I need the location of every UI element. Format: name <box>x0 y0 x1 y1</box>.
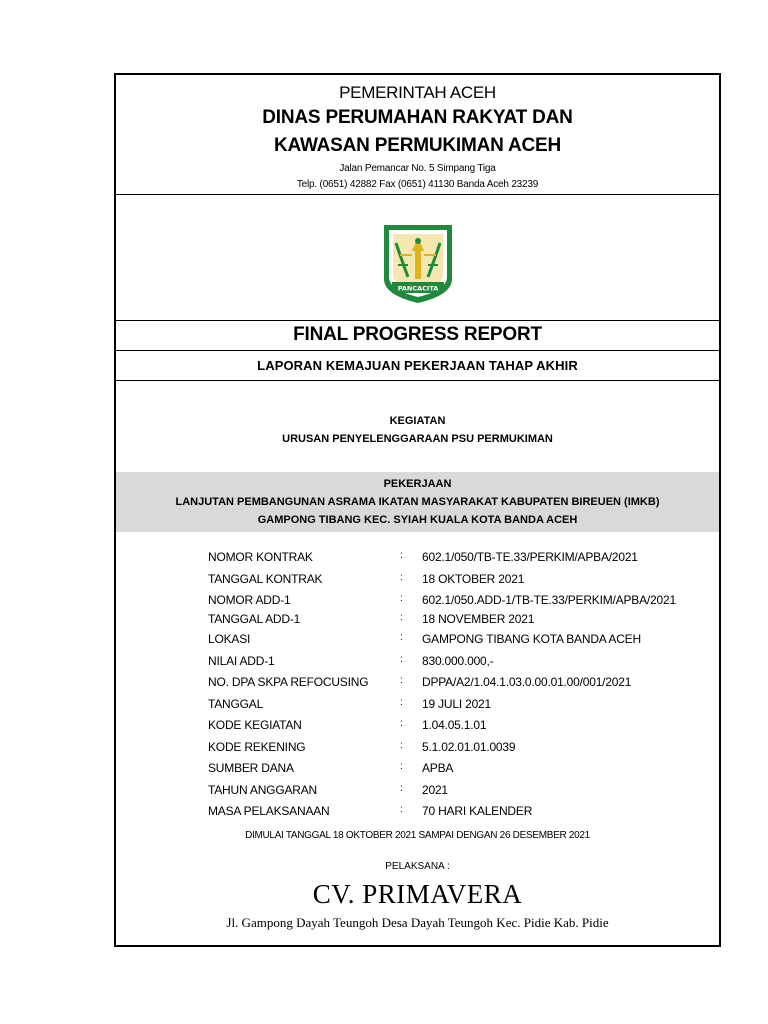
contractor-name: CV. PRIMAVERA <box>312 879 523 909</box>
divider <box>116 380 719 381</box>
kegiatan-name: URUSAN PENYELENGGARAAN PSU PERMUKIMAN <box>282 433 553 445</box>
implementation-period: DIMULAI TANGGAL 18 OKTOBER 2021 SAMPAI DENGAN 26 DESEMBER 2021 <box>245 830 590 841</box>
government-name: PEMERINTAH ACEH <box>339 83 496 102</box>
pekerjaan-line1: LANJUTAN PEMBANGUNAN ASRAMA IKATAN MASYARAKAT KABUPATEN BIREUEN (IMKB) <box>175 496 660 508</box>
detail-row <box>208 675 708 697</box>
detail-value: 18 OKTOBER 2021 <box>422 571 525 586</box>
detail-row <box>208 804 708 826</box>
detail-value: DPPA/A2/1.04.1.03.0.00.01.00/001/2021 <box>422 675 632 689</box>
detail-value: GAMPONG TIBANG KOTA BANDA ACEH <box>422 632 641 646</box>
detail-value: 1.04.05.1.01 <box>422 718 487 732</box>
detail-value: 5.1.02.01.01.0039 <box>422 739 516 754</box>
detail-separator: : <box>400 612 403 623</box>
detail-value: APBA <box>422 761 454 775</box>
detail-row <box>208 572 708 594</box>
detail-separator: : <box>400 804 403 815</box>
divider <box>116 350 719 351</box>
pekerjaan-line2: GAMPONG TIBANG KEC. SYIAH KUALA KOTA BANDA ACEH <box>257 514 578 526</box>
detail-separator: : <box>400 593 403 604</box>
department-name-line2: KAWASAN PERMUKIMAN ACEH <box>273 135 562 156</box>
pekerjaan-label: PEKERJAAN <box>383 478 452 490</box>
contract-details <box>208 550 708 826</box>
detail-label: TANGGAL ADD-1 <box>208 612 301 626</box>
contractor-label: PELAKSANA : <box>385 861 450 872</box>
detail-separator: : <box>400 761 403 772</box>
detail-value: 602.1/050/TB-TE.33/PERKIM/APBA/2021 <box>422 550 638 564</box>
detail-label: NOMOR ADD-1 <box>208 593 291 607</box>
detail-separator: : <box>400 571 403 583</box>
pancacita-emblem-logo <box>378 221 458 305</box>
detail-row <box>208 550 708 572</box>
detail-row <box>208 718 708 740</box>
detail-label: TANGGAL <box>208 696 264 711</box>
detail-separator: : <box>400 696 403 708</box>
report-title: FINAL PROGRESS REPORT <box>293 324 542 345</box>
department-address: Jalan Pemancar No. 5 Simpang Tiga <box>339 163 496 174</box>
detail-value: 70 HARI KALENDER <box>422 804 533 818</box>
detail-row <box>208 593 708 612</box>
detail-value: 18 NOVEMBER 2021 <box>422 612 535 626</box>
detail-row <box>208 654 708 676</box>
report-cover-frame <box>114 73 721 947</box>
detail-label: NILAI ADD-1 <box>208 653 275 668</box>
department-contact: Telp. (0651) 42882 Fax (0651) 41130 Banda Aceh 23239 <box>296 179 539 190</box>
detail-label: KODE KEGIATAN <box>208 718 302 732</box>
detail-value: 830.000.000,- <box>422 653 494 668</box>
detail-label: LOKASI <box>208 632 251 646</box>
divider <box>116 320 719 321</box>
detail-label: TAHUN ANGGARAN <box>208 782 317 797</box>
detail-label: NO. DPA SKPA REFOCUSING <box>208 675 369 689</box>
detail-separator: : <box>400 739 403 751</box>
detail-label: MASA PELAKSANAAN <box>208 804 330 818</box>
detail-value: 2021 <box>422 782 448 797</box>
divider <box>116 194 719 195</box>
detail-separator: : <box>400 782 403 794</box>
detail-row <box>208 697 708 719</box>
detail-value: 19 JULI 2021 <box>422 696 491 711</box>
detail-label: KODE REKENING <box>208 739 306 754</box>
detail-label: NOMOR KONTRAK <box>208 550 313 564</box>
detail-separator: : <box>400 550 403 561</box>
kegiatan-label: KEGIATAN <box>389 415 446 427</box>
detail-row <box>208 761 708 783</box>
logo-text: PANCACITA <box>397 284 439 293</box>
detail-row <box>208 612 708 632</box>
department-name-line1: DINAS PERUMAHAN RAKYAT DAN <box>262 107 573 128</box>
detail-row <box>208 740 708 762</box>
detail-separator: : <box>400 718 403 729</box>
detail-separator: : <box>400 632 403 643</box>
detail-separator: : <box>400 675 403 686</box>
detail-value: 602.1/050.ADD-1/TB-TE.33/PERKIM/APBA/2021 <box>422 593 676 607</box>
detail-label: TANGGAL KONTRAK <box>208 571 323 586</box>
detail-separator: : <box>400 653 403 665</box>
report-subtitle: LAPORAN KEMAJUAN PEKERJAAN TAHAP AKHIR <box>257 358 578 373</box>
detail-label: SUMBER DANA <box>208 761 294 775</box>
detail-row <box>208 783 708 805</box>
detail-row <box>208 632 708 654</box>
contractor-address: Jl. Gampong Dayah Teungoh Desa Dayah Teungoh Kec. Pidie Kab. Pidie <box>226 915 609 930</box>
